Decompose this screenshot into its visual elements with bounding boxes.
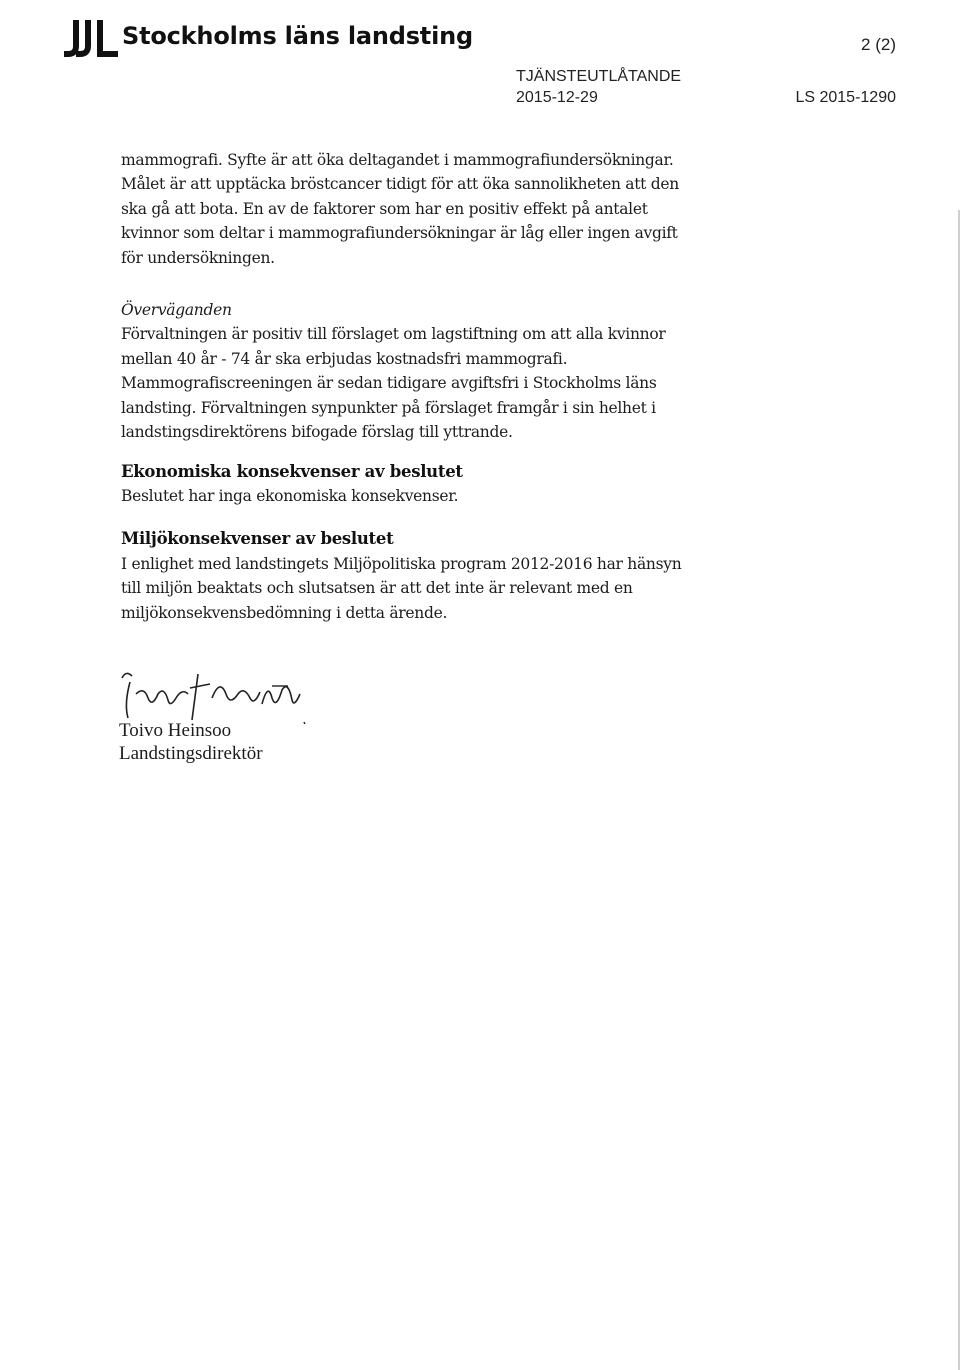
paragraph-line: ska gå att bota. En av de faktorer som har en positiv effekt på antalet [121, 199, 648, 218]
paragraph-line: kvinnor som deltar i mammografiundersökningar är låg eller ingen avgift [121, 224, 678, 243]
paragraph-line: landsting. Förvaltningen synpunkter på förslaget framgår i sin helhet i [121, 398, 656, 417]
considerations-title: Överväganden [121, 301, 232, 319]
signer-name: Toivo Heinsoo [119, 720, 232, 741]
economic-paragraph [121, 484, 761, 508]
page-number: 2 (2) [861, 35, 896, 54]
document-date: 2015-12-29 [516, 89, 598, 106]
considerations-section [121, 298, 761, 444]
handwritten-signature-icon [112, 664, 312, 724]
paragraph-line: för undersökningen. [121, 248, 275, 267]
paragraph-line: mellan 40 år - 74 år ska erbjudas kostnadsfri mammografi. [121, 349, 568, 368]
paragraph-line: Förvaltningen är positiv till förslaget om lagstiftning om att alla kvinnor [121, 325, 666, 344]
paragraph-line: Mammografiscreeningen är sedan tidigare avgiftsfri i Stockholms läns [121, 374, 657, 393]
paragraph-line: mammografi. Syfte är att öka deltagandet i mammografiundersökningar. [121, 151, 674, 169]
paragraph-line: landstingsdirektörens bifogade förslag till yttrande. [121, 423, 513, 442]
sll-logo-icon [62, 18, 120, 58]
signer-title: Landstingsdirektör [119, 743, 263, 764]
document-reference: LS 2015-1290 [795, 89, 896, 106]
environmental-paragraph [121, 552, 761, 625]
economic-heading: Ekonomiska konsekvenser av beslutet [121, 462, 463, 481]
paragraph-line: miljökonsekvensbedömning i detta ärende. [121, 603, 448, 622]
paragraph-line: Målet är att upptäcka bröstcancer tidigt för att öka sannolikheten att den [121, 175, 679, 194]
intro-paragraph [121, 148, 761, 270]
paragraph-line: till miljön beaktats och slutsatsen är att det inte är relevant med en [121, 579, 633, 598]
environmental-heading: Miljökonsekvenser av beslutet [121, 529, 394, 548]
document-type: TJÄNSTEUTLÅTANDE [516, 68, 682, 85]
paragraph-line: I enlighet med landstingets Miljöpolitiska program 2012-2016 har hänsyn [121, 555, 682, 573]
paragraph-line: Beslutet har inga ekonomiska konsekvenser. [121, 487, 459, 505]
organization-name: Stockholms läns landsting [122, 22, 473, 50]
